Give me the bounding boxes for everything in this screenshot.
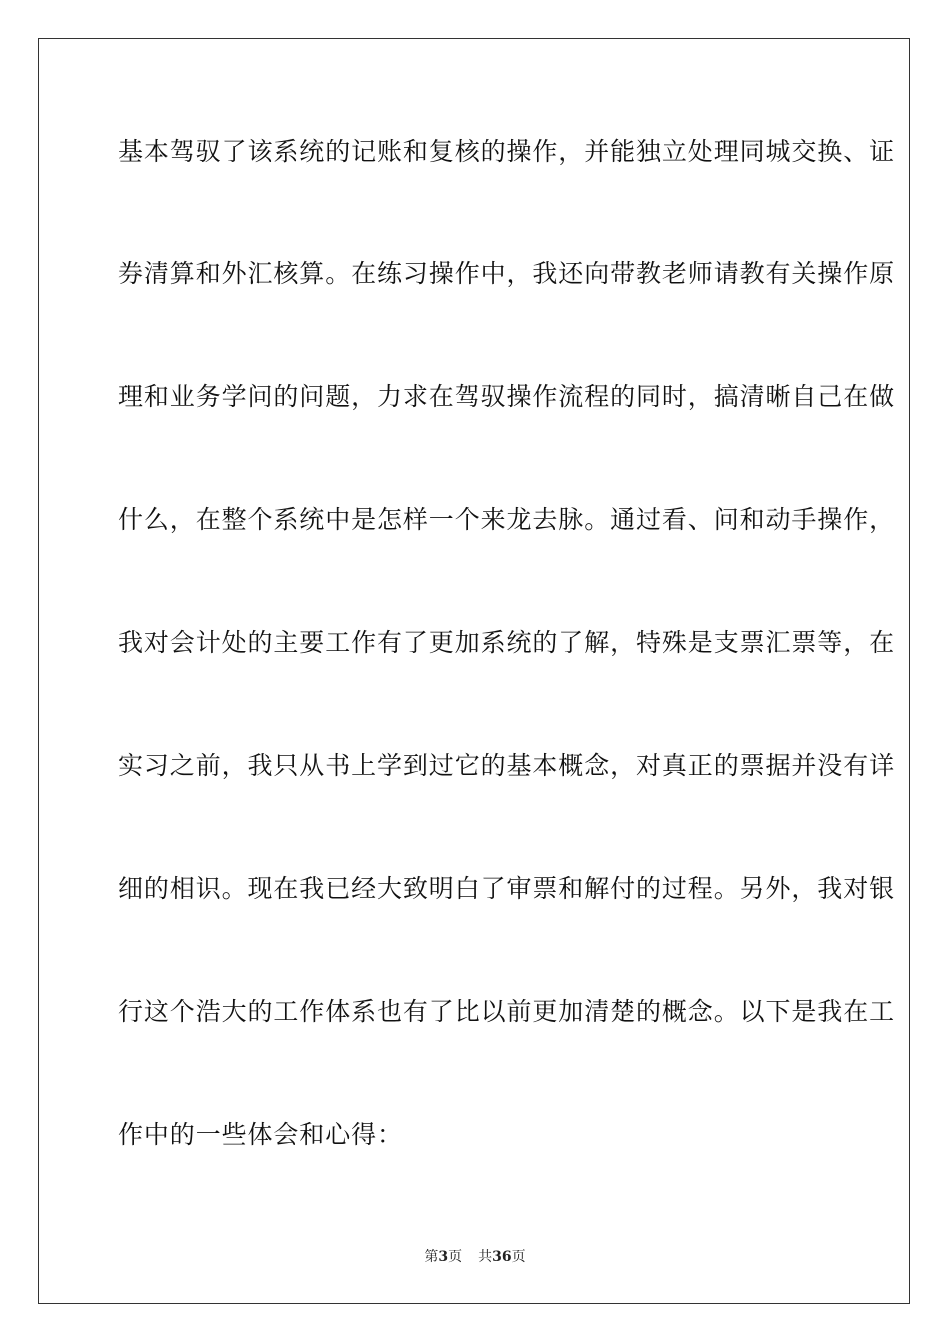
body-line: 我对会计处的主要工作有了更加系统的了解，特殊是支票汇票等，在: [118, 628, 896, 657]
body-line: 行这个浩大的工作体系也有了比以前更加清楚的概念。以下是我在工: [118, 997, 896, 1026]
body-line: 实习之前，我只从书上学到过它的基本概念，对真正的票据并没有详: [118, 751, 896, 780]
body-line: 理和业务学问的问题，力求在驾驭操作流程的同时，搞清晰自己在做: [118, 382, 896, 411]
body-line: 基本驾驭了该系统的记账和复核的操作，并能独立处理同城交换、证: [118, 137, 896, 166]
body-line: 什么，在整个系统中是怎样一个来龙去脉。通过看、问和动手操作，: [118, 505, 896, 534]
page-number: 3: [438, 1249, 449, 1265]
page-footer: [0, 1248, 950, 1266]
body-line: 细的相识。现在我已经大致明白了审票和解付的过程。另外，我对银: [118, 874, 896, 903]
total-pages-indicator: 共36页: [478, 1249, 526, 1265]
total-pages: 36: [492, 1249, 512, 1265]
page-indicator: 第3页: [424, 1249, 463, 1265]
body-line: 券清算和外汇核算。在练习操作中，我还向带教老师请教有关操作原: [118, 259, 896, 288]
body-line: 作中的一些体会和心得：: [118, 1120, 403, 1149]
page-border: [38, 38, 910, 1304]
